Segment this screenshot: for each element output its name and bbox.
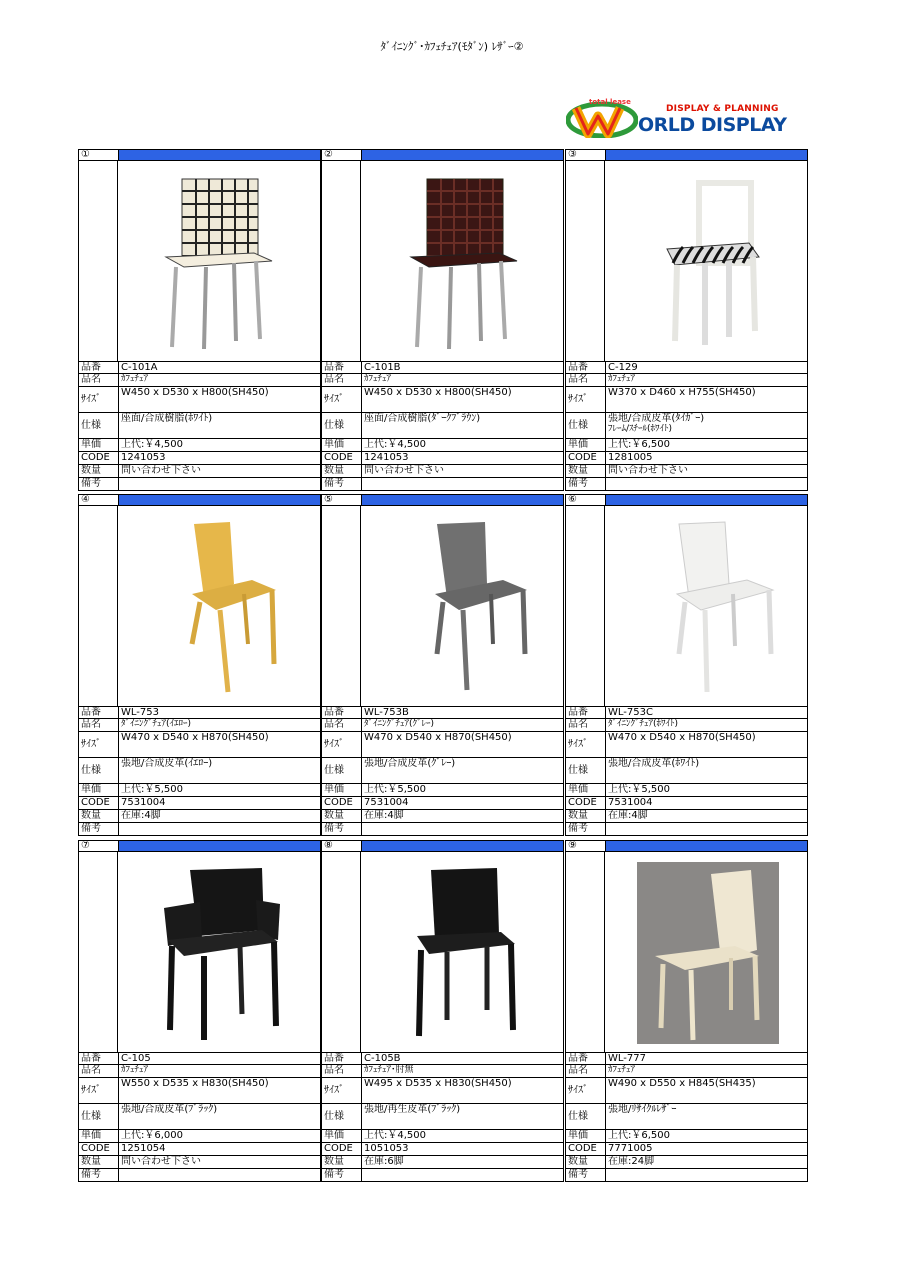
product-name: ｶﾌｪﾁｪｱ [121,1065,149,1075]
product-header [321,840,564,852]
product-spec: 張地/ﾘｻｲｸﾙﾚｻﾞｰ [608,1104,677,1115]
product-note [606,478,807,490]
product-quantity: 在庫:24脚 [608,1156,655,1167]
product-note [119,478,320,490]
product-row-block [78,840,808,1185]
row-size: ｻｲｽﾞ W470 x D540 x H870(SH450) [78,732,321,758]
product-code: C-105B [364,1053,401,1064]
spec-table [321,1052,564,1182]
row-size: ｻｲｽﾞ W470 x D540 x H870(SH450) [321,732,564,758]
row-price: 単価 上代:￥5,500 [321,784,564,797]
row-spec: 仕様 座面/合成樹脂(ﾎﾜｲﾄ) [78,413,321,439]
product-code: WL-777 [608,1053,646,1064]
row-note: 備考 [78,478,321,491]
product-name: ﾀﾞｲﾆﾝｸﾞﾁｪｱ(ｲｴﾛｰ) [121,719,192,729]
product-note [119,823,320,835]
product-price: 上代:￥5,500 [364,784,426,795]
product-price: 上代:￥6,000 [121,1130,183,1141]
row-spec: 仕様 張地/ﾘｻｲｸﾙﾚｻﾞｰ [565,1104,808,1130]
row-hinban: 品番 WL-753B [321,706,564,719]
product-stock-code: 1281005 [608,452,653,463]
product-spec: 座面/合成樹脂(ﾎﾜｲﾄ) [121,413,213,424]
spec-table [565,361,808,491]
header-color-bar [362,495,563,505]
product-name: ｶﾌｪﾁｪｱ･肘無 [364,1065,414,1075]
product-spec: 張地/合成皮革(ﾎﾜｲﾄ) [608,758,700,769]
product-note [362,823,563,835]
product-header [78,494,321,506]
row-size: ｻｲｽﾞ W470 x D540 x H870(SH450) [565,732,808,758]
row-hinmei: 品名 ｶﾌｪﾁｪｱ･肘無 [321,1065,564,1078]
chair-image [118,852,321,1052]
row-size: ｻｲｽﾞ W450 x D530 x H800(SH450) [78,387,321,413]
product-size: W450 x D530 x H800(SH450) [364,387,512,398]
product-number: ⑨ [566,841,606,851]
product-quantity: 在庫:4脚 [364,810,404,821]
world-display-logo [566,98,806,140]
product-header [321,494,564,506]
row-size: ｻｲｽﾞ W495 x D535 x H830(SH450) [321,1078,564,1104]
product-name: ﾀﾞｲﾆﾝｸﾞﾁｪｱ(ﾎﾜｲﾄ) [608,719,679,729]
row-note: 備考 [565,478,808,491]
product-price: 上代:￥4,500 [364,1130,426,1141]
row-hinban: 品番 C-105B [321,1052,564,1065]
product-card [78,149,321,494]
row-qty: 数量 問い合わせ下さい [78,465,321,478]
product-number: ② [322,150,362,160]
row-qty: 数量 在庫:6脚 [321,1156,564,1169]
spec-table [565,1052,808,1182]
header-color-bar [606,841,807,851]
product-spec: 張地/再生皮革(ﾌﾞﾗｯｸ) [364,1104,461,1115]
product-spec: 張地/合成皮革(ﾌﾞﾗｯｸ) [121,1104,218,1115]
product-header [321,149,564,161]
row-hinmei: 品名 ﾀﾞｲﾆﾝｸﾞﾁｪｱ(ｸﾞﾚｰ) [321,719,564,732]
row-price: 単価 上代:￥6,500 [565,1130,808,1143]
product-header [78,149,321,161]
row-price: 単価 上代:￥5,500 [565,784,808,797]
product-stock-code: 7771005 [608,1143,653,1154]
chair-image [605,852,808,1052]
spec-table [321,706,564,836]
product-row-block [78,149,808,494]
row-hinmei: 品名 ｶﾌｪﾁｪｱ [565,374,808,387]
product-size: W470 x D540 x H870(SH450) [608,732,756,743]
product-name: ｶﾌｪﾁｪｱ [608,1065,636,1075]
product-grid [78,149,808,1185]
row-qty: 数量 問い合わせ下さい [321,465,564,478]
row-spec: 仕様 張地/合成皮革(ｲｴﾛｰ) [78,758,321,784]
row-price: 単価 上代:￥4,500 [321,1130,564,1143]
row-price: 単価 上代:￥4,500 [321,439,564,452]
product-card [565,840,808,1185]
product-price: 上代:￥6,500 [608,439,670,450]
product-stock-code: 1241053 [364,452,409,463]
product-number: ① [79,150,119,160]
row-qty: 数量 在庫:24脚 [565,1156,808,1169]
product-name: ｶﾌｪﾁｪｱ [121,374,149,384]
header-color-bar [606,495,807,505]
product-quantity: 在庫:4脚 [608,810,648,821]
product-size: W470 x D540 x H870(SH450) [121,732,269,743]
product-stock-code: 7531004 [364,797,409,808]
spec-table [321,361,564,491]
product-quantity: 問い合わせ下さい [121,1156,201,1167]
product-spec: 座面/合成樹脂(ﾀﾞｰｸﾌﾞﾗｳﾝ) [364,413,481,424]
spec-table [78,361,321,491]
product-code: C-101A [121,362,158,373]
header-color-bar [362,841,563,851]
row-size: ｻｲｽﾞ W450 x D530 x H800(SH450) [321,387,564,413]
product-number: ③ [566,150,606,160]
product-card [321,494,564,840]
row-spec: 仕様 張地/合成皮革(ﾎﾜｲﾄ) [565,758,808,784]
row-size: ｻｲｽﾞ W490 x D550 x H845(SH435) [565,1078,808,1104]
row-code: CODE 7531004 [565,797,808,810]
product-note [606,1169,807,1181]
product-size: W490 x D550 x H845(SH435) [608,1078,756,1089]
product-spec: 張地/合成皮革(ｸﾞﾚｰ) [364,758,456,769]
product-quantity: 在庫:6脚 [364,1156,404,1167]
row-hinban: 品番 WL-753C [565,706,808,719]
row-hinmei: 品名 ｶﾌｪﾁｪｱ [321,374,564,387]
product-size: W450 x D530 x H800(SH450) [121,387,269,398]
product-name: ｶﾌｪﾁｪｱ [364,374,392,384]
product-quantity: 問い合わせ下さい [364,465,444,476]
spec-table [78,706,321,836]
row-hinmei: 品名 ｶﾌｪﾁｪｱ [78,374,321,387]
product-header [565,149,808,161]
product-card [321,149,564,494]
row-note: 備考 [321,1169,564,1182]
spec-table [78,1052,321,1182]
row-price: 単価 上代:￥5,500 [78,784,321,797]
row-hinban: 品番 C-101A [78,361,321,374]
row-note: 備考 [78,1169,321,1182]
row-hinban: 品番 WL-777 [565,1052,808,1065]
logo-small-text: total lease [589,98,631,106]
product-code: WL-753C [608,707,653,718]
row-code: CODE 7771005 [565,1143,808,1156]
product-card [565,494,808,840]
row-hinban: 品番 C-105 [78,1052,321,1065]
row-hinmei: 品名 ﾀﾞｲﾆﾝｸﾞﾁｪｱ(ｲｴﾛｰ) [78,719,321,732]
product-header [78,840,321,852]
row-price: 単価 上代:￥6,000 [78,1130,321,1143]
product-row-block [78,494,808,840]
spec-table [565,706,808,836]
product-card [78,494,321,840]
chair-image [361,506,564,706]
row-spec: 仕様 張地/合成皮革(ﾌﾞﾗｯｸ) [78,1104,321,1130]
product-price: 上代:￥5,500 [121,784,183,795]
row-hinban: 品番 C-129 [565,361,808,374]
product-note [362,478,563,490]
logo-top-text: DISPLAY & PLANNING [666,104,779,114]
product-number: ⑥ [566,495,606,505]
product-card [565,149,808,494]
product-stock-code: 1051053 [364,1143,409,1154]
row-code: CODE 7531004 [321,797,564,810]
product-spec: 張地/合成皮革(ﾀｲｶﾞｰ) [608,413,705,424]
product-stock-code: 1251054 [121,1143,166,1154]
product-number: ⑦ [79,841,119,851]
product-name: ﾀﾞｲﾆﾝｸﾞﾁｪｱ(ｸﾞﾚｰ) [364,719,435,729]
product-name: ｶﾌｪﾁｪｱ [608,374,636,384]
product-size: W495 x D535 x H830(SH450) [364,1078,512,1089]
product-size: W550 x D535 x H830(SH450) [121,1078,269,1089]
row-code: CODE 1251054 [78,1143,321,1156]
row-qty: 数量 問い合わせ下さい [78,1156,321,1169]
product-spec: 張地/合成皮革(ｲｴﾛｰ) [121,758,213,769]
header-color-bar [119,841,320,851]
header-color-bar [606,150,807,160]
chair-image [361,161,564,361]
product-note [362,1169,563,1181]
row-note: 備考 [321,478,564,491]
chair-image [118,161,321,361]
row-code: CODE 1051053 [321,1143,564,1156]
header-color-bar [119,495,320,505]
product-header [565,840,808,852]
row-hinban: 品番 C-101B [321,361,564,374]
logo-main-text: ORLD DISPLAY [638,114,787,136]
header-color-bar [119,150,320,160]
row-qty: 数量 問い合わせ下さい [565,465,808,478]
chair-image [118,506,321,706]
row-price: 単価 上代:￥6,500 [565,439,808,452]
product-card [78,840,321,1185]
row-spec: 仕様 張地/合成皮革(ｸﾞﾚｰ) [321,758,564,784]
row-code: CODE 7531004 [78,797,321,810]
product-quantity: 問い合わせ下さい [608,465,688,476]
product-spec-2: ﾌﾚｰﾑ/ｽﾁｰﾙ(ﾎﾜｲﾄ) [608,424,673,434]
row-hinban: 品番 WL-753 [78,706,321,719]
product-number: ⑧ [322,841,362,851]
row-qty: 数量 在庫:4脚 [78,810,321,823]
product-code: WL-753 [121,707,159,718]
product-stock-code: 1241053 [121,452,166,463]
row-qty: 数量 在庫:4脚 [321,810,564,823]
product-price: 上代:￥6,500 [608,1130,670,1141]
product-note [606,823,807,835]
product-price: 上代:￥5,500 [608,784,670,795]
chair-image [361,852,564,1052]
chair-image [605,506,808,706]
row-size: ｻｲｽﾞ W550 x D535 x H830(SH450) [78,1078,321,1104]
header-color-bar [362,150,563,160]
row-hinmei: 品名 ｶﾌｪﾁｪｱ [565,1065,808,1078]
product-code: C-101B [364,362,401,373]
product-number: ⑤ [322,495,362,505]
product-quantity: 在庫:4脚 [121,810,161,821]
product-header [565,494,808,506]
row-code: CODE 1241053 [321,452,564,465]
row-code: CODE 1241053 [78,452,321,465]
row-size: ｻｲｽﾞ W370 x D460 x H755(SH450) [565,387,808,413]
product-quantity: 問い合わせ下さい [121,465,201,476]
row-code: CODE 1281005 [565,452,808,465]
page-title: ﾀﾞｲﾆﾝｸﾞ･ｶﾌｪﾁｪｱ(ﾓﾀﾞﾝ) ﾚｻﾞｰ② [380,40,524,53]
product-price: 上代:￥4,500 [121,439,183,450]
chair-image [605,161,808,361]
product-size: W470 x D540 x H870(SH450) [364,732,512,743]
row-spec: 仕様 張地/合成皮革(ﾀｲｶﾞｰ) ﾌﾚｰﾑ/ｽﾁｰﾙ(ﾎﾜｲﾄ) [565,413,808,439]
product-size: W370 x D460 x H755(SH450) [608,387,756,398]
row-price: 単価 上代:￥4,500 [78,439,321,452]
row-note: 備考 [78,823,321,836]
row-note: 備考 [565,823,808,836]
product-stock-code: 7531004 [608,797,653,808]
row-note: 備考 [321,823,564,836]
product-price: 上代:￥4,500 [364,439,426,450]
product-code: WL-753B [364,707,409,718]
row-hinmei: 品名 ｶﾌｪﾁｪｱ [78,1065,321,1078]
product-code: C-129 [608,362,638,373]
product-number: ④ [79,495,119,505]
product-card [321,840,564,1185]
row-hinmei: 品名 ﾀﾞｲﾆﾝｸﾞﾁｪｱ(ﾎﾜｲﾄ) [565,719,808,732]
row-spec: 仕様 張地/再生皮革(ﾌﾞﾗｯｸ) [321,1104,564,1130]
row-qty: 数量 在庫:4脚 [565,810,808,823]
product-stock-code: 7531004 [121,797,166,808]
product-code: C-105 [121,1053,151,1064]
product-note [119,1169,320,1181]
row-note: 備考 [565,1169,808,1182]
row-spec: 仕様 座面/合成樹脂(ﾀﾞｰｸﾌﾞﾗｳﾝ) [321,413,564,439]
